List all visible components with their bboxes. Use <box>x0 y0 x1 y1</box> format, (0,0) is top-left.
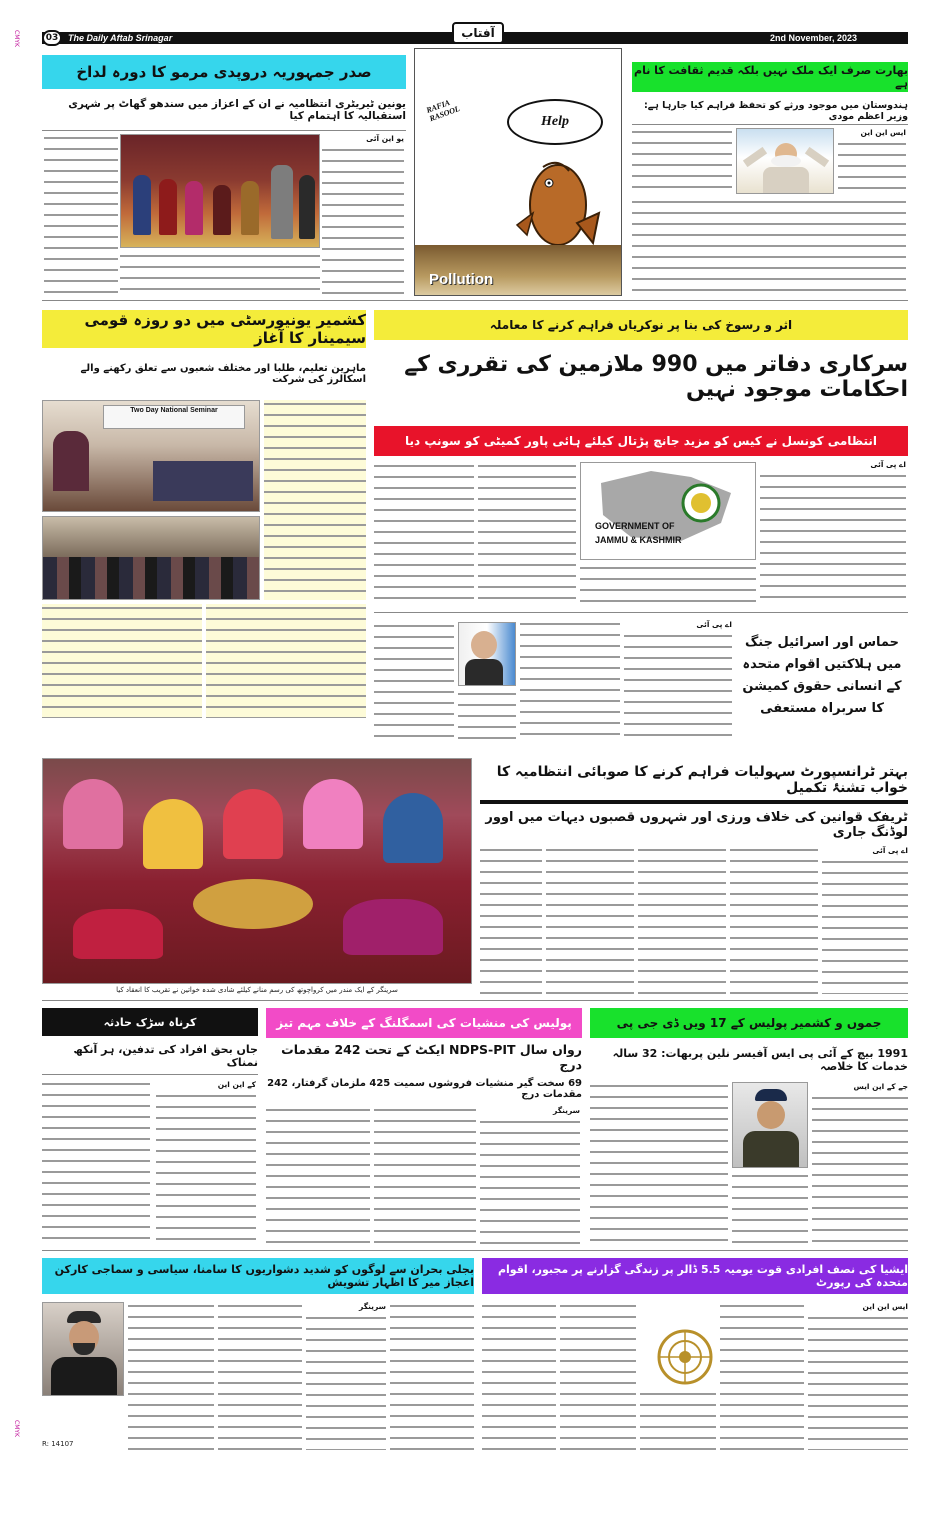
main-col-2 <box>580 564 756 606</box>
ladakh-dateline: یو این آئی <box>366 134 404 143</box>
modi-rule <box>632 124 908 125</box>
accident-headline: جاں بحق افراد کی تدفین، ہر آنکھ نمناک <box>73 1043 258 1069</box>
electricity-col-3 <box>306 1314 386 1450</box>
logo-line-1: GOVERNMENT OF <box>595 521 675 531</box>
karva-chauth-photo <box>42 758 472 984</box>
dgp-col-2 <box>732 1172 808 1244</box>
main-subhead: انتظامی کونسل نے کیس کو مزید جانچ پڑتال کیلئے ہائی پاور کمیٹی کو سونپ دیا <box>374 426 908 456</box>
traffic-col-3 <box>638 846 726 994</box>
masthead-logo: آفتاب <box>452 22 504 44</box>
seminar-kicker: کشمیر یونیورسٹی میں دو روزہ قومی سیمینار کا آغاز <box>42 310 366 348</box>
dgp-headline: 1991 بیچ کے آئی پی ایس آفیسر نلین پربھات: 32 سالہ خدمات کا خلاصہ <box>612 1047 908 1073</box>
asia-col-1 <box>808 1314 908 1450</box>
accident-dateline: کے این این <box>217 1080 256 1089</box>
dgp-kicker: جموں و کشمیر پولیس کے 17 ویں ڈی جی پی <box>590 1008 908 1038</box>
traffic-col-2 <box>730 846 818 994</box>
ndps-dateline: سرینگر <box>553 1106 580 1115</box>
un-official-photo <box>458 622 516 686</box>
paper-name: The Daily Aftab Srinagar <box>68 33 173 43</box>
traffic-col-5 <box>480 846 542 994</box>
seminar-col-1 <box>264 400 366 600</box>
karva-chauth-caption: سرینگر کے ایک مندر میں کرواچوتھ کی رسم منانے کیلئے شادی شدہ خواتین نے تقریب کا انعقاد کیا <box>116 986 398 994</box>
asia-headline: ایشیا کی نصف افرادی قوت یومیہ 5.5 ڈالر پر زندگی گزارنے پر مجبور، اقوام متحدہ کی رپورٹ <box>482 1258 908 1294</box>
electricity-col-1 <box>128 1302 214 1450</box>
ladakh-photo <box>120 134 320 248</box>
top-row-rule <box>42 300 908 301</box>
modi-dateline: ایس این این <box>860 128 906 137</box>
seminar-photo-2 <box>42 516 260 600</box>
un-dateline: اے پی آئی <box>696 620 732 629</box>
traffic-headline: بہتر ٹرانسپورٹ سہولیات فراہم کرنے کا صوبائی انتظامیہ کا خواب تشنۂ تکمیل <box>496 764 908 796</box>
electricity-col-4 <box>390 1302 474 1450</box>
traffic-subhead: ٹریفک قوانین کی خلاف ورزی اور شہروں قصبوں دیہات میں اوور لوڈنگ جاری <box>485 810 908 840</box>
modi-headline: ہندوستان میں موجود ورثے کو تحفظ فراہم کیا جارہا ہے: وزیر اعظم مودی <box>643 100 908 122</box>
accident-kicker: کرناہ سڑک حادثہ <box>42 1008 258 1036</box>
accident-col-1 <box>156 1092 256 1244</box>
accident-col-2 <box>42 1080 150 1244</box>
cmyk-marks-bottom: CMYK <box>13 1420 20 1437</box>
modi-col-3 <box>632 198 906 296</box>
electricity-dateline: سرینگر <box>359 1302 386 1311</box>
un-headline: حماس اور اسرائیل جنگ میں ہلاکتیں اقوام متحدہ کے انسانی حقوق کمیشن کا سربراہ مستعفی <box>742 635 902 716</box>
asia-dateline: ایس این این <box>862 1302 908 1311</box>
main-col-3 <box>478 462 576 606</box>
electricity-code: R: 14107 <box>42 1440 74 1448</box>
seminar-photo-1 <box>42 400 260 512</box>
ladakh-kicker: صدر جمہوریہ دروپدی مرمو کا دورہ لداخ <box>42 55 406 89</box>
middle-row-rule <box>42 1000 908 1001</box>
ladakh-rule <box>42 130 406 131</box>
ndps-col-2 <box>374 1106 476 1244</box>
accident-rule <box>42 1074 258 1075</box>
seminar-col-3 <box>206 604 366 718</box>
ndps-col-3 <box>266 1106 370 1244</box>
lower-row-rule <box>42 1250 908 1251</box>
page-number: 03 <box>42 30 62 46</box>
jk-government-logo <box>580 462 756 560</box>
logo-line-2: JAMMU & KASHMIR <box>595 535 682 545</box>
un-col-2 <box>520 620 620 740</box>
main-kicker: اثر و رسوخ کی بنا پر نوکریاں فراہم کرنے کا معاملہ <box>374 310 908 340</box>
modi-photo <box>736 128 834 194</box>
ladakh-headline: یونین ٹیریٹری انتظامیہ نے ان کے اعزاز میں سندھو گھاٹ پر شہری استقبالیہ کا اہتمام کیا <box>68 98 406 122</box>
seminar-headline: ماہرین تعلیم، طلبا اور مختلف شعبوں سے تعلق رکھنے والے اسکالرز کی شرکت <box>80 363 366 385</box>
cmyk-marks-top: CMYK <box>13 30 20 47</box>
ladakh-col-2 <box>120 252 320 294</box>
dgp-dateline: جے کے این ایس <box>853 1082 908 1091</box>
speech-text: Help <box>541 114 569 129</box>
main-col-1 <box>760 472 906 606</box>
modi-col-2 <box>632 128 732 194</box>
ladakh-col-1 <box>44 134 118 294</box>
main-dateline: اے پی آئی <box>870 460 906 469</box>
modi-col-1 <box>838 140 906 194</box>
seminar-banner: Two Day National Seminar <box>103 405 245 429</box>
ndps-subhead: 69 سخت گیر منشیات فروشوں سمیت 425 ملزمان گرفتار، 242 مقدمات درج <box>267 1078 582 1100</box>
asia-col-5 <box>482 1302 556 1450</box>
main-rule <box>374 612 908 613</box>
main-col-4 <box>374 462 474 606</box>
seminar-col-2 <box>42 604 202 718</box>
cartoon-label: Pollution <box>429 271 494 288</box>
un-emblem-icon <box>654 1326 716 1388</box>
ladakh-col-3 <box>322 146 404 294</box>
electricity-headline: بجلی بحران سے لوگوں کو شدید دشواریوں کا سامنا، سیاسی و سماجی کارکن اعجاز میر کا اظہار تشویش <box>42 1258 474 1294</box>
traffic-col-1 <box>822 858 908 994</box>
ndps-kicker: پولیس کی منشیات کی اسمگلنگ کے خلاف مہم تیز <box>266 1008 582 1038</box>
ndps-col-1 <box>480 1118 580 1244</box>
un-col-3 <box>374 622 454 740</box>
un-col-4 <box>458 690 516 740</box>
asia-col-4 <box>560 1302 636 1450</box>
un-col-1 <box>624 632 732 740</box>
modi-kicker: بھارت صرف ایک ملک نہیں بلکہ قدیم ثقافت کا نام ہے <box>632 62 908 92</box>
asia-col-3 <box>640 1390 716 1450</box>
traffic-col-4 <box>546 846 634 994</box>
dgp-col-1 <box>812 1094 908 1244</box>
issue-date: 2nd November, 2023 <box>770 33 858 43</box>
ndps-headline: رواں سال NDPS-PIT ایکٹ کے تحت 242 مقدمات درج <box>281 1042 582 1072</box>
cartoon-signature: RAFIA RASOOL <box>425 98 461 124</box>
electricity-photo <box>42 1302 124 1396</box>
dgp-photo <box>732 1082 808 1168</box>
asia-col-2 <box>720 1302 804 1450</box>
traffic-dateline: اے پی آئی <box>872 846 908 855</box>
traffic-headline-bar <box>480 800 908 804</box>
main-headline: سرکاری دفاتر میں 990 ملازمین کی تقرری کے احکامات موجود نہیں <box>404 352 908 402</box>
dgp-col-3 <box>590 1082 728 1244</box>
electricity-col-2 <box>218 1302 302 1450</box>
speech-bubble <box>507 99 603 145</box>
cartoon-panel <box>414 48 622 296</box>
